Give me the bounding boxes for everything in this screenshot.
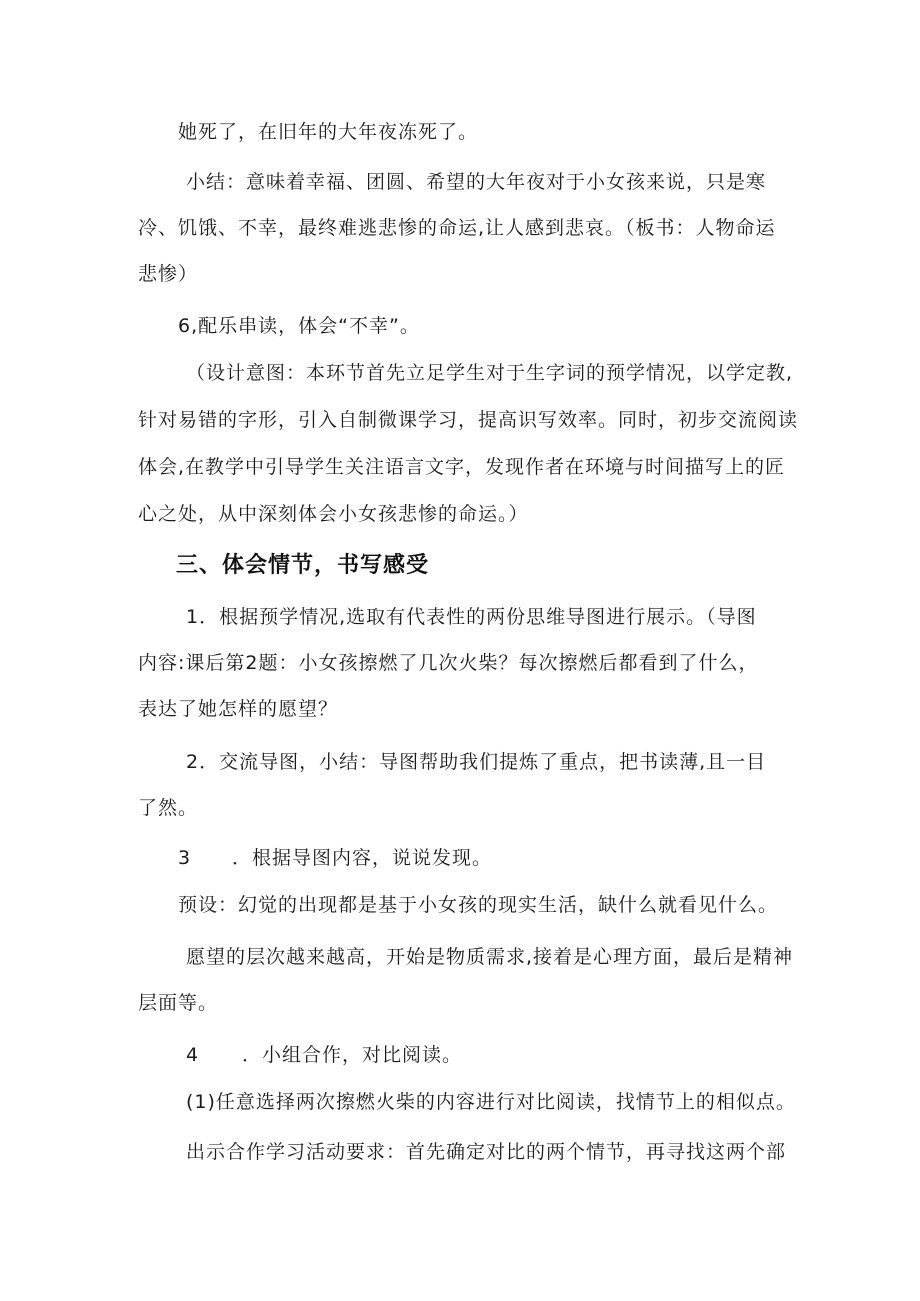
step-4-number: 4 bbox=[186, 1044, 200, 1066]
step-6-line: 6,配乐串读，体会“不幸”。 bbox=[178, 315, 420, 337]
summary-line: 冷、饥饿、不幸，最终难逃悲惨的命运,让人感到悲哀。（板书：人物命运 bbox=[138, 217, 776, 239]
step-4-text: ．小组合作，对比阅读。 bbox=[242, 1044, 463, 1066]
section-heading: 三、体会情节，书写感受 bbox=[176, 553, 430, 578]
preset-line: 愿望的层次越来越高，开始是物质需求,接着是心理方面，最后是精神 bbox=[186, 946, 794, 968]
paragraph-line: 她死了，在旧年的大年夜冻死了。 bbox=[178, 121, 479, 143]
design-intent-line: 体会,在教学中引导学生关注语言文字，发现作者在环境与时间描写上的匠 bbox=[138, 456, 786, 478]
preset-line: 层面等。 bbox=[138, 992, 219, 1014]
step-1-line: 内容:课后第2题：小女孩擦燃了几次火柴？每次擦燃后都看到了什么， bbox=[138, 652, 759, 674]
summary-line: 悲惨） bbox=[138, 263, 199, 285]
step-2-line: 2．交流导图，小结：导图帮助我们提炼了重点，把书读薄,且一目 bbox=[186, 751, 767, 773]
step-3-text: ．根据导图内容，说说发现。 bbox=[232, 847, 493, 869]
summary-line: 小结：意味着幸福、团圆、希望的大年夜对于小女孩来说，只是寒 bbox=[186, 171, 767, 193]
activity-line: 出示合作学习活动要求：首先确定对比的两个情节，再寻找这两个部 bbox=[186, 1141, 787, 1163]
activity-line: (1)任意选择两次擦燃火柴的内容进行对比阅读，找情节上的相似点。 bbox=[186, 1091, 796, 1113]
step-1-line: 表达了她怎样的愿望？ bbox=[138, 698, 339, 720]
design-intent-line: 针对易错的字形，引入自制微课学习，提高识写效率。同时，初步交流阅读 bbox=[138, 409, 799, 431]
step-2-line: 了然。 bbox=[138, 797, 199, 819]
preset-line: 预设：幻觉的出现都是基于小女孩的现实生活，缺什么就看见什么。 bbox=[178, 894, 779, 916]
design-intent-line: 心之处，从中深刻体会小女孩悲惨的命运。） bbox=[138, 503, 529, 525]
step-3-number: 3 bbox=[178, 847, 192, 869]
step-1-line: 1．根据预学情况,选取有代表性的两份思维导图进行展示。（导图 bbox=[186, 606, 757, 628]
design-intent-line: （设计意图：本环节首先立足学生对于生字词的预学情况，以学定教, bbox=[186, 362, 794, 384]
